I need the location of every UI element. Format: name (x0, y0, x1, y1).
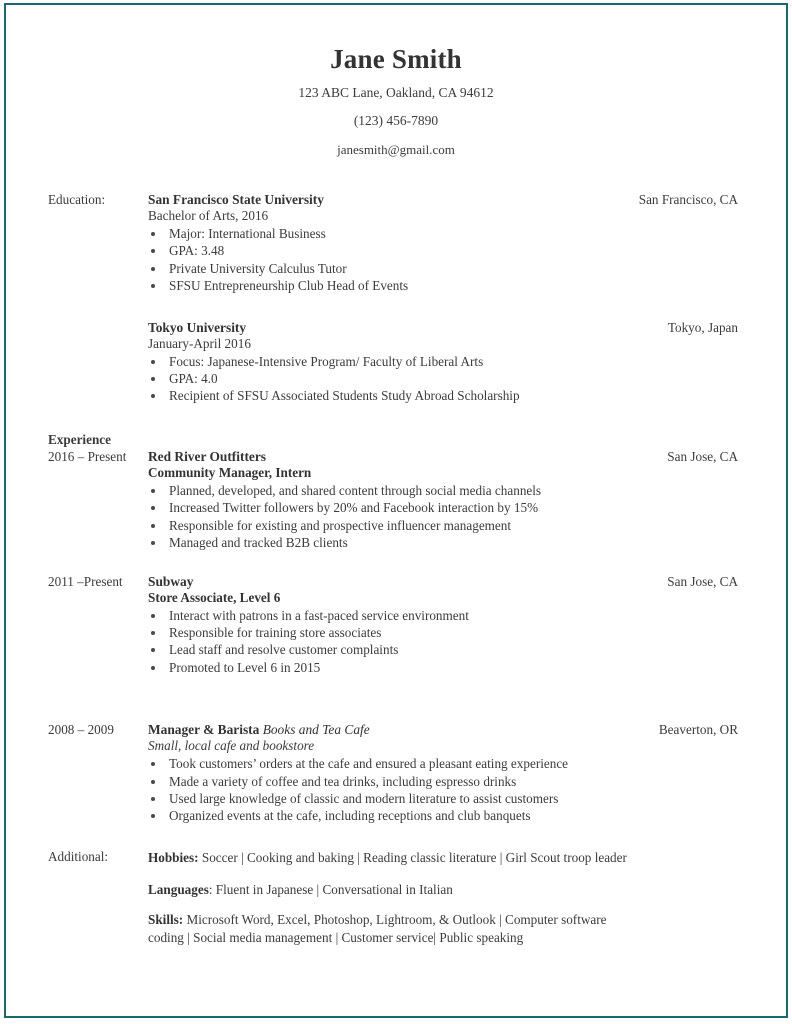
additional-row (48, 849, 738, 946)
list-item: Major: International Business (148, 225, 638, 242)
list-item: Lead staff and resolve customer complaints (148, 641, 638, 658)
experience-company-1: Subway (148, 573, 194, 589)
list-item: Took customers’ orders at the cafe and ensured a pleasant eating experience (148, 755, 638, 772)
candidate-address: 123 ABC Lane, Oakland, CA 94612 (298, 85, 494, 101)
candidate-email: janesmith@gmail.com (337, 142, 455, 158)
resume-header (0, 0, 792, 156)
experience-section (48, 432, 738, 825)
languages-label: Languages (148, 881, 209, 897)
experience-company-name-2: Books and Tea Cafe (262, 722, 370, 738)
education-degree-1: January-April 2016 (148, 335, 251, 351)
education-entry-tokyo (48, 320, 738, 405)
education-bullets-1 (148, 353, 638, 405)
list-item: Recipient of SFSU Associated Students Study Abroad Scholarship (148, 387, 638, 404)
experience-location-2: Beaverton, OR (658, 722, 738, 738)
experience-title-1: Store Associate, Level 6 (148, 589, 281, 605)
education-entry-sfsu (48, 192, 738, 295)
list-item: Responsible for training store associates (148, 624, 638, 641)
experience-dates-0: 2016 – Present (48, 449, 127, 464)
experience-entry-subway (48, 574, 738, 677)
experience-location-0: San Jose, CA (667, 449, 738, 464)
experience-bullets-1 (148, 607, 638, 677)
experience-entry-cafe (48, 722, 738, 825)
experience-location-1: San Jose, CA (667, 573, 738, 589)
list-item: Focus: Japanese-Intensive Program/ Faculty of Liberal Arts (148, 353, 638, 370)
education-label: Education: (48, 192, 106, 207)
education-location-1: Tokyo, Japan (667, 319, 738, 335)
list-item: Promoted to Level 6 in 2015 (148, 659, 638, 676)
experience-bullets-0 (148, 482, 638, 552)
experience-dates-1: 2011 –Present (48, 573, 123, 589)
skills-value: Microsoft Word, Excel, Photoshop, Lightroom, & Outlook | Computer software coding | Social media management | Customer service| Public speaking (148, 912, 607, 945)
education-bullets-0 (148, 225, 638, 295)
list-item: GPA: 3.48 (148, 242, 638, 259)
experience-role-2: Manager & Barista (148, 722, 260, 738)
list-item: Planned, developed, and shared content through social media channels (148, 482, 638, 499)
experience-company-0: Red River Outfitters (148, 449, 267, 464)
additional-label: Additional: (48, 849, 109, 864)
experience-title-0: Community Manager, Intern (148, 465, 312, 480)
experience-entry-red-river (48, 449, 738, 552)
education-school-0: San Francisco State University (148, 192, 324, 207)
list-item: Made a variety of coffee and tea drinks, including espresso drinks (148, 773, 638, 790)
list-item: GPA: 4.0 (148, 370, 638, 387)
additional-section (48, 849, 738, 946)
education-section (48, 192, 738, 405)
education-degree-0: Bachelor of Arts, 2016 (148, 208, 269, 223)
experience-subtitle-2: Small, local cafe and bookstore (148, 738, 315, 754)
hobbies-value: Soccer | Cooking and baking | Reading classic literature | Girl Scout troop leader (198, 850, 627, 865)
skills-label: Skills: (148, 912, 184, 927)
list-item: Managed and tracked B2B clients (148, 534, 638, 551)
list-item: SFSU Entrepreneurship Club Head of Events (148, 277, 638, 294)
list-item: Increased Twitter followers by 20% and Facebook interaction by 15% (148, 499, 638, 516)
hobbies-line (148, 849, 643, 867)
list-item: Responsible for existing and prospective influencer management (148, 517, 638, 534)
languages-line (148, 881, 626, 899)
experience-heading: Experience (48, 432, 111, 447)
experience-bullets-2 (148, 755, 638, 825)
experience-dates-2: 2008 – 2009 (48, 722, 114, 738)
list-item: Organized events at the cafe, including receptions and club banquets (148, 807, 638, 824)
skills-line (148, 911, 626, 946)
languages-value: : Fluent in Japanese | Conversational in Italian (208, 881, 453, 897)
list-item: Used large knowledge of classic and modern literature to assist customers (148, 790, 638, 807)
education-school-1: Tokyo University (148, 319, 247, 335)
candidate-name: Jane Smith (330, 44, 462, 74)
list-item: Interact with patrons in a fast-paced service environment (148, 607, 638, 624)
education-location-0: San Francisco, CA (638, 192, 738, 207)
hobbies-label: Hobbies: (148, 850, 199, 865)
list-item: Private University Calculus Tutor (148, 260, 638, 277)
candidate-phone: (123) 456-7890 (353, 112, 439, 128)
